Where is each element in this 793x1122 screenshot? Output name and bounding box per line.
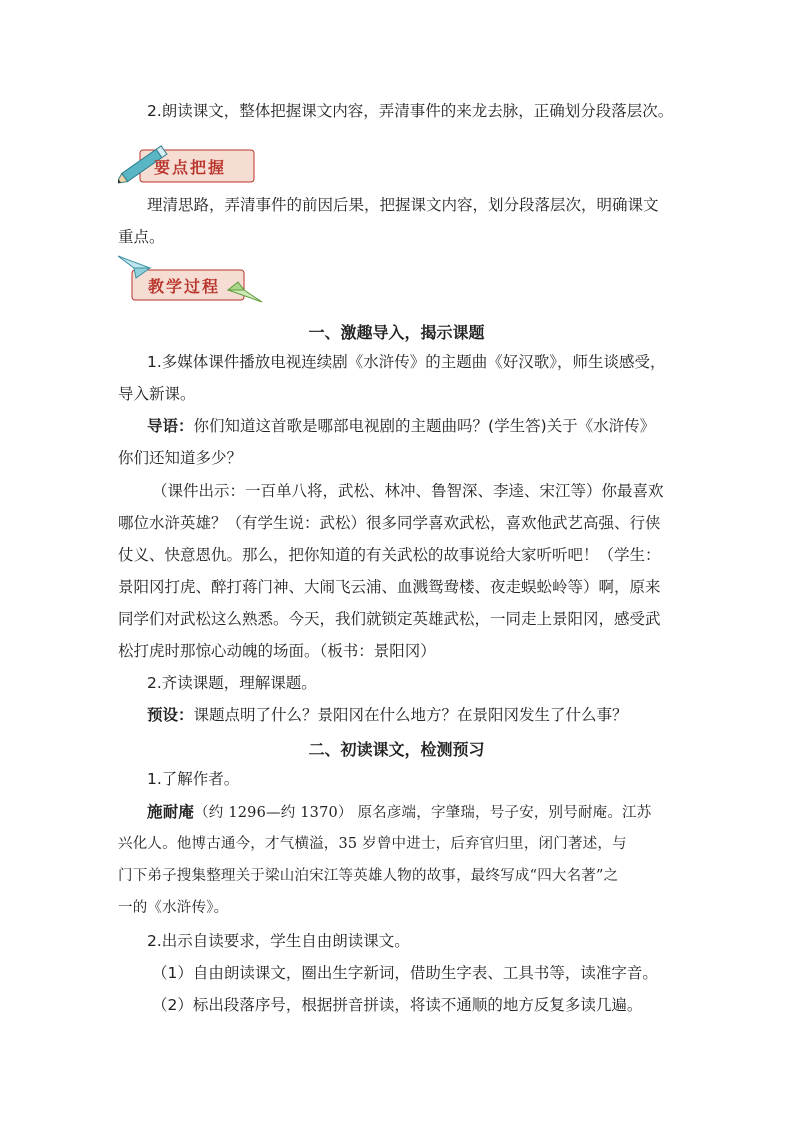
section-1-item-1-line-2: 导入新课。 xyxy=(118,385,196,403)
preset-text: 课题点明了什么？景阳冈在什么地方？在景阳冈发生了什么事？ xyxy=(193,706,628,724)
key-points-badge-label: 要点把握 xyxy=(154,158,227,177)
section-1-title: 一、激趣导入，揭示课题 xyxy=(308,323,485,342)
section-2-title: 二、初读课文，检测预习 xyxy=(308,740,485,759)
author-text: （约 1296—约 1370） 原名彦端，字肇瑞，号子安，别号耐庵。江苏 xyxy=(194,805,652,821)
preset-label: 预设： xyxy=(147,706,194,724)
process-badge xyxy=(116,254,264,306)
guide-label: 导语： xyxy=(147,417,194,435)
process-badge-label: 教学过程 xyxy=(148,277,221,296)
guide-line-2: 你们还知道多少？ xyxy=(118,449,243,467)
guide-line-1 xyxy=(147,416,655,436)
key-points-badge xyxy=(118,142,258,188)
author-line: 一的《水浒传》。 xyxy=(118,900,229,916)
section-1-item-2: 2.齐读课题，理解课题。 xyxy=(147,674,317,692)
reading-requirement-1: （1）自由朗读课文，圈出生字新词，借助生字表、工具书等，读准字音。 xyxy=(152,964,658,982)
author-line-1 xyxy=(147,802,651,823)
objective-line: 2.朗读课文，整体把握课文内容，弄清事件的来龙去脉，正确划分段落层次。 xyxy=(147,102,674,120)
author-line: 兴化人。他博古通今，才气横溢，35 岁曾中进士，后弃官归里，闭门著述，与 xyxy=(118,836,627,852)
key-points-line-1: 理清思路，弄清事件的前因后果，把握课文内容，划分段落层次，明确课文 xyxy=(147,196,659,214)
author-name: 施耐庵 xyxy=(147,803,195,821)
intro-paragraph-line: 松打虎时那惊心动魄的场面。（板书：景阳冈） xyxy=(118,642,436,660)
intro-paragraph-line: 仗义、快意恩仇。那么，把你知道的有关武松的故事说给大家听听吧！（学生： xyxy=(118,546,661,564)
intro-paragraph-line: 同学们对武松这么熟悉。今天，我们就锁定英雄武松，一同走上景阳冈，感受武 xyxy=(118,610,661,628)
section-2-item-2: 2.出示自读要求，学生自由朗读课文。 xyxy=(147,932,410,950)
section-2-item-1: 1.了解作者。 xyxy=(147,770,240,788)
intro-paragraph-line: （课件出示：一百单八将，武松、林冲、鲁智深、李逵、宋江等）你最喜欢 xyxy=(152,482,664,500)
reading-requirement-2: （2）标出段落序号，根据拼音拼读，将读不通顺的地方反复多读几遍。 xyxy=(152,996,643,1014)
key-points-line-2: 重点。 xyxy=(118,228,165,246)
author-line: 门下弟子搜集整理关于梁山泊宋江等英雄人物的故事，最终写成“四大名著”之 xyxy=(118,868,619,884)
preset-line xyxy=(147,705,628,725)
section-1-item-1-line-1: 1.多媒体课件播放电视连续剧《水浒传》的主题曲《好汉歌》，师生谈感受， xyxy=(147,353,666,371)
intro-paragraph-line: 景阳冈打虎、醉打蒋门神、大闹飞云浦、血溅鸳鸯楼、夜走蜈蚣岭等）啊，原来 xyxy=(118,578,661,596)
intro-paragraph-line: 哪位水浒英雄？（有学生说：武松）很多同学喜欢武松，喜欢他武艺高强、行侠 xyxy=(118,514,661,532)
guide-text: 你们知道这首歌是哪部电视剧的主题曲吗？(学生答)关于《水浒传》 xyxy=(193,417,656,435)
